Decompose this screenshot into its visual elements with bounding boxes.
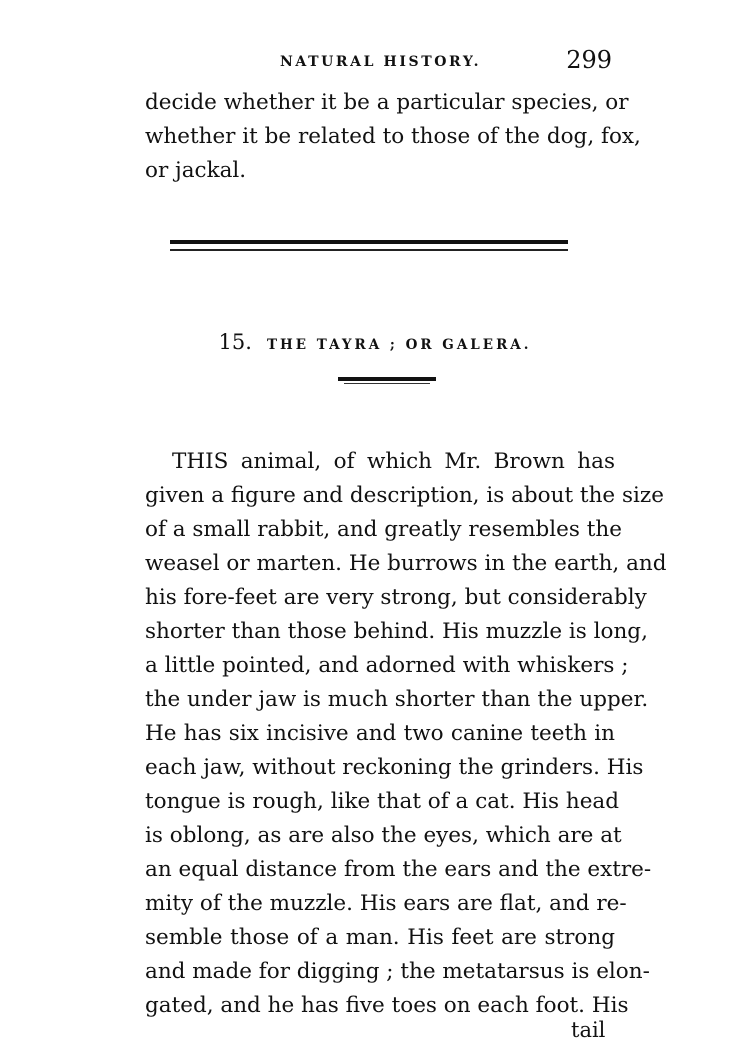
body-line: tongue is rough, like that of a cat. His head <box>145 789 620 814</box>
running-title: NATURAL HISTORY. <box>280 54 482 70</box>
page-number: 299 <box>566 46 612 74</box>
body-line: weasel or marten. He burrows in the earth, and <box>145 551 667 576</box>
continued-line: or jackal. <box>145 158 247 183</box>
body-line: He has six incisive and two canine teeth in <box>145 721 615 746</box>
body-line: each jaw, without reckoning the grinders. His <box>145 755 644 780</box>
body-line: an equal distance from the ears and the extre- <box>145 857 652 882</box>
body-line: is oblong, as are also the eyes, which are at <box>145 823 622 848</box>
section-title: THE TAYRA ; OR GALERA. <box>267 337 532 353</box>
section-divider <box>170 240 568 254</box>
body-line: shorter than those behind. His muzzle is long, <box>145 619 648 644</box>
body-line: given a figure and description, is about the size <box>145 483 664 508</box>
body-line: semble those of a man. His feet are strong <box>145 925 615 950</box>
body-line: his fore-feet are very strong, but considerably <box>145 585 647 610</box>
continued-line: decide whether it be a particular species, or <box>145 90 629 115</box>
body-line: the under jaw is much shorter than the upper. <box>145 687 649 712</box>
catchword: tail <box>571 1018 606 1042</box>
body-line: a little pointed, and adorned with whiskers ; <box>145 653 629 678</box>
body-line: and made for digging ; the metatarsus is elon- <box>145 959 650 984</box>
body-line-first: THIS animal, of which Mr. Brown has <box>172 449 615 474</box>
body-line: mity of the muzzle. His ears are flat, and re- <box>145 891 627 916</box>
heading-rule <box>338 377 436 385</box>
running-head <box>280 46 620 78</box>
body-line: gated, and he has five toes on each foot. His <box>145 993 629 1018</box>
body-line: of a small rabbit, and greatly resembles the <box>145 517 622 542</box>
section-number: 15. <box>218 330 252 354</box>
section-heading <box>150 330 600 354</box>
continued-line: whether it be related to those of the dog, fox, <box>145 124 641 149</box>
